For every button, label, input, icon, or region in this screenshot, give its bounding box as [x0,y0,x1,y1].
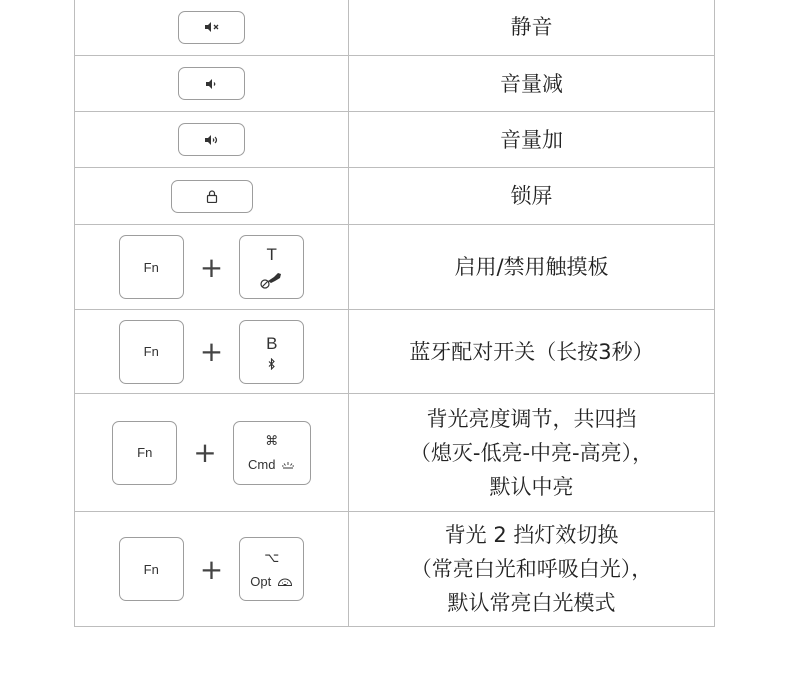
description-text: 音量加 [500,127,563,152]
key-cell [75,112,349,167]
table-row [75,224,714,309]
table-row [75,167,714,224]
opt-key-label: Opt [250,573,272,589]
description-cell [349,225,714,309]
description-cell [349,512,714,626]
plus-sign: + [193,436,217,469]
b-key [239,320,304,384]
lock-icon [206,190,218,203]
key-cell [75,512,349,626]
plus-sign: + [199,552,224,586]
description-text: 静音 [510,15,553,39]
description-cell [349,394,714,511]
description-line: （熄灭-低亮-中亮-高亮）， [409,440,654,465]
fn-key [119,235,184,299]
t-key-label: T [266,245,277,264]
t-key [239,235,304,299]
plus-sign: + [199,250,224,284]
key-cell [75,394,349,511]
key-cell [75,225,349,309]
key-cell [75,0,349,55]
fn-key [119,320,184,384]
description-line: 背光 2 挡灯效切换 [444,523,619,547]
table-row [75,0,714,55]
description-cell [349,0,714,55]
description-text: 启用/禁用触摸板 [454,255,609,279]
volume-up-key [178,123,245,156]
mute-key [178,11,245,44]
table-row [75,393,714,511]
lock-key [171,180,253,213]
volume-down-key [178,67,245,100]
fn-key-label: Fn [143,259,159,275]
table-row [75,511,714,626]
description-cell [349,112,714,167]
plus-sign: + [199,335,224,368]
key-cell [75,56,349,111]
cmd-key-label: Cmd [248,457,276,472]
description-cell [349,310,714,393]
key-cell [75,310,349,393]
description-cell [349,56,714,111]
fn-key [112,421,177,485]
description-text: 锁屏 [510,184,553,208]
volume-up-icon [204,134,220,146]
fn-key-label: Fn [143,344,159,359]
description-line: 背光亮度调节，共四挡 [426,406,637,431]
description-line: 默认常亮白光模式 [447,591,616,615]
command-symbol: ⌘ [265,433,279,448]
option-symbol: ⌥ [264,549,280,565]
fn-key [119,537,184,601]
fn-key-label: Fn [143,561,159,577]
description-line: （常亮白光和呼吸白光）， [410,557,653,581]
touchpad-icon [259,269,285,289]
description-text: 音量减 [500,71,563,96]
key-cell [75,168,349,224]
b-key-label: B [266,333,278,353]
table-row [75,309,714,393]
description-line: 默认中亮 [489,474,574,499]
backlight-mode-icon [277,576,293,586]
description-cell [349,168,714,224]
fn-key-label: Fn [137,445,153,460]
backlight-icon [281,461,295,469]
mute-icon [204,21,220,33]
cmd-key [233,421,311,485]
description-text: 蓝牙配对开关（长按3秒） [409,339,654,364]
table-row [75,111,714,167]
volume-down-icon [205,78,219,90]
bluetooth-icon [268,358,276,370]
shortcut-table [74,0,715,627]
opt-key [239,537,304,601]
table-row [75,55,714,111]
